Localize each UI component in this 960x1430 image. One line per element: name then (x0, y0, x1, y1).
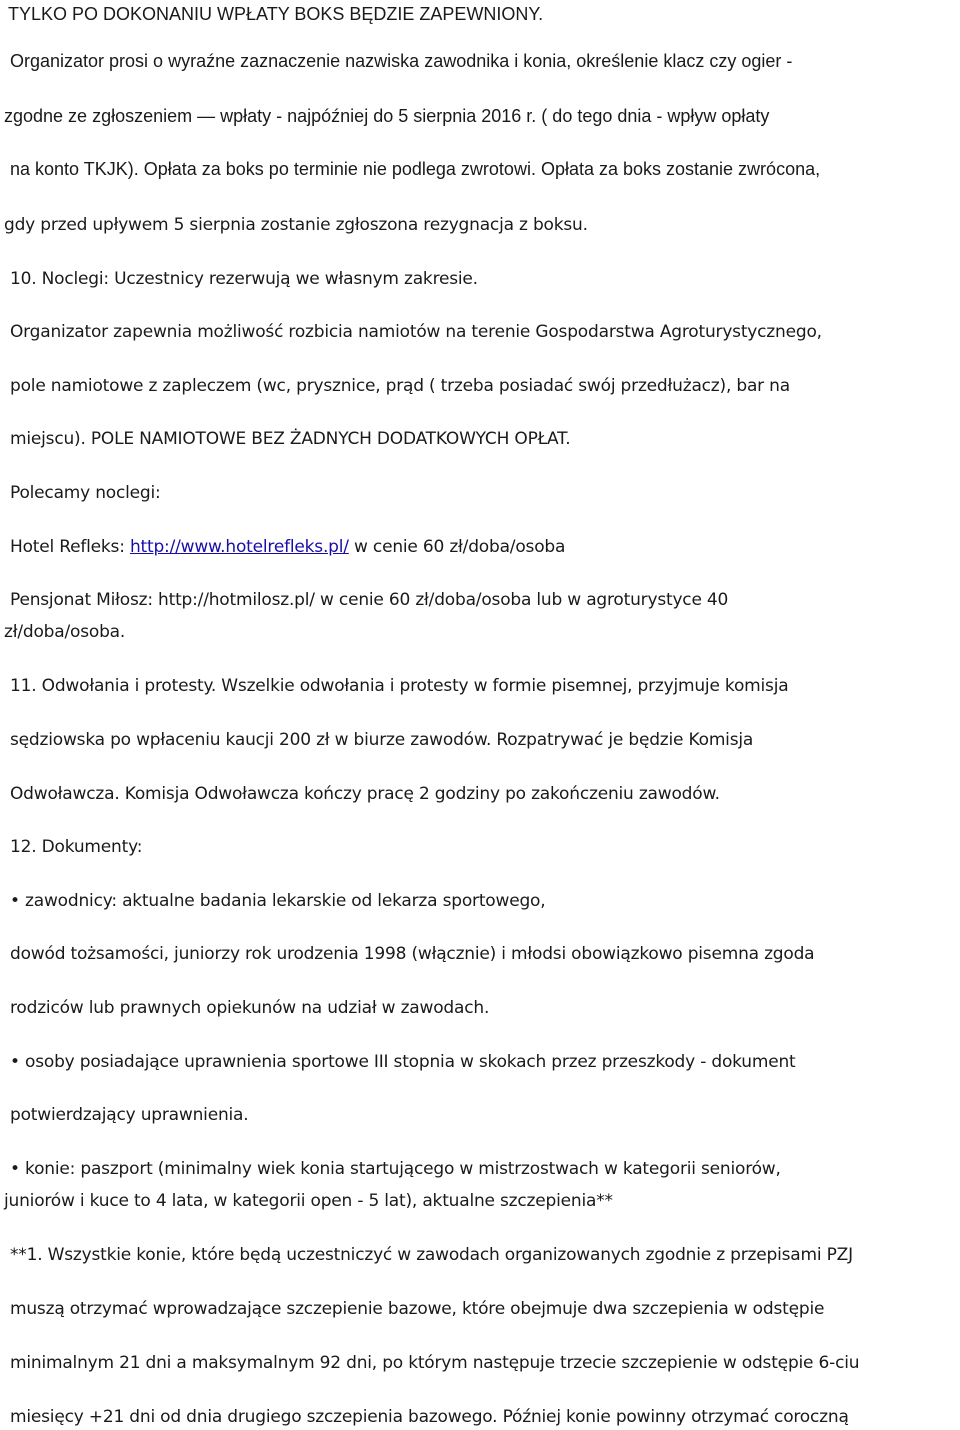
hotel-refleks-line (10, 536, 565, 558)
text-line: miesięcy +21 dni od dnia drugiego szczepienia bazowego. Później konie powinny otrzymać coroczną (10, 1407, 849, 1427)
text-line: zł/doba/osoba. (4, 622, 126, 642)
text-line: TYLKO PO DOKONANIU WPŁATY BOKS BĘDZIE ZAPEWNIONY. (8, 4, 544, 24)
section-heading-dokumenty: 12. Dokumenty: (10, 837, 143, 857)
list-item: • zawodnicy: aktualne badania lekarskie od lekarza sportowego, (10, 891, 546, 911)
section-heading-noclegi: 10. Noclegi: Uczestnicy rezerwują we własnym zakresie. (10, 269, 478, 289)
footnote-line: **1. Wszystkie konie, które będą uczestniczyć w zawodach organizowanych zgodnie z przepisami PZJ (10, 1245, 853, 1265)
text-line: zgodne ze zgłoszeniem — wpłaty - najpóźniej do 5 sierpnia 2016 r. ( do tego dnia - wpływ opłaty (4, 106, 770, 126)
text-line: na konto TKJK). Opłata za boks po terminie nie podlega zwrotowi. Opłata za boks zostanie zwrócona, (10, 159, 821, 179)
text-line: Odwoławcza. Komisja Odwoławcza kończy pracę 2 godziny po zakończeniu zawodów. (10, 784, 720, 804)
text-line: muszą otrzymać wprowadzające szczepienie bazowe, które obejmuje dwa szczepienia w odstępie (10, 1299, 825, 1319)
text-line: potwierdzający uprawnienia. (10, 1105, 249, 1125)
section-heading-odwolania: 11. Odwołania i protesty. Wszelkie odwołania i protesty w formie pisemnej, przyjmuje komisja (10, 676, 789, 696)
text-line: Pensjonat Miłosz: http://hotmilosz.pl/ w cenie 60 zł/doba/osoba lub w agroturystyce 40 (10, 590, 729, 610)
text-line: Organizator prosi o wyraźne zaznaczenie nazwiska zawodnika i konia, określenie klacz czy ogier - (10, 51, 793, 71)
text-line: gdy przed upływem 5 sierpnia zostanie zgłoszona rezygnacja z boksu. (4, 215, 588, 235)
text-line: sędziowska po wpłaceniu kaucji 200 zł w biurze zawodów. Rozpatrywać je będzie Komisja (10, 730, 754, 750)
text-line: Polecamy noclegi: (10, 483, 161, 503)
text-line: minimalnym 21 dni a maksymalnym 92 dni, po którym następuje trzecie szczepienie w odstępie 6-ciu (10, 1353, 860, 1373)
text-line: Organizator zapewnia możliwość rozbicia namiotów na terenie Gospodarstwa Agroturystycznego, (10, 322, 822, 342)
hotel-suffix: w cenie 60 zł/doba/osoba (348, 537, 566, 557)
hotel-prefix: Hotel Refleks: (10, 537, 130, 557)
hotel-refleks-link[interactable]: http://www.hotelrefleks.pl/ (129, 537, 349, 557)
text-line: rodziców lub prawnych opiekunów na udział w zawodach. (10, 998, 490, 1018)
text-line: pole namiotowe z zapleczem (wc, prysznice, prąd ( trzeba posiadać swój przedłużacz), bar na (10, 376, 790, 396)
list-item: • konie: paszport (minimalny wiek konia startującego w mistrzostwach w kategorii seniorów, (10, 1159, 781, 1179)
text-line: juniorów i kuce to 4 lata, w kategorii open - 5 lat), aktualne szczepienia** (4, 1191, 613, 1211)
list-item: • osoby posiadające uprawnienia sportowe III stopnia w skokach przez przeszkody - dokument (10, 1052, 796, 1072)
text-line: miejscu). POLE NAMIOTOWE BEZ ŻADNYCH DODATKOWYCH OPŁAT. (10, 429, 571, 449)
text-line: dowód tożsamości, juniorzy rok urodzenia 1998 (włącznie) i młodsi obowiązkowo pisemna zgoda (10, 944, 815, 964)
